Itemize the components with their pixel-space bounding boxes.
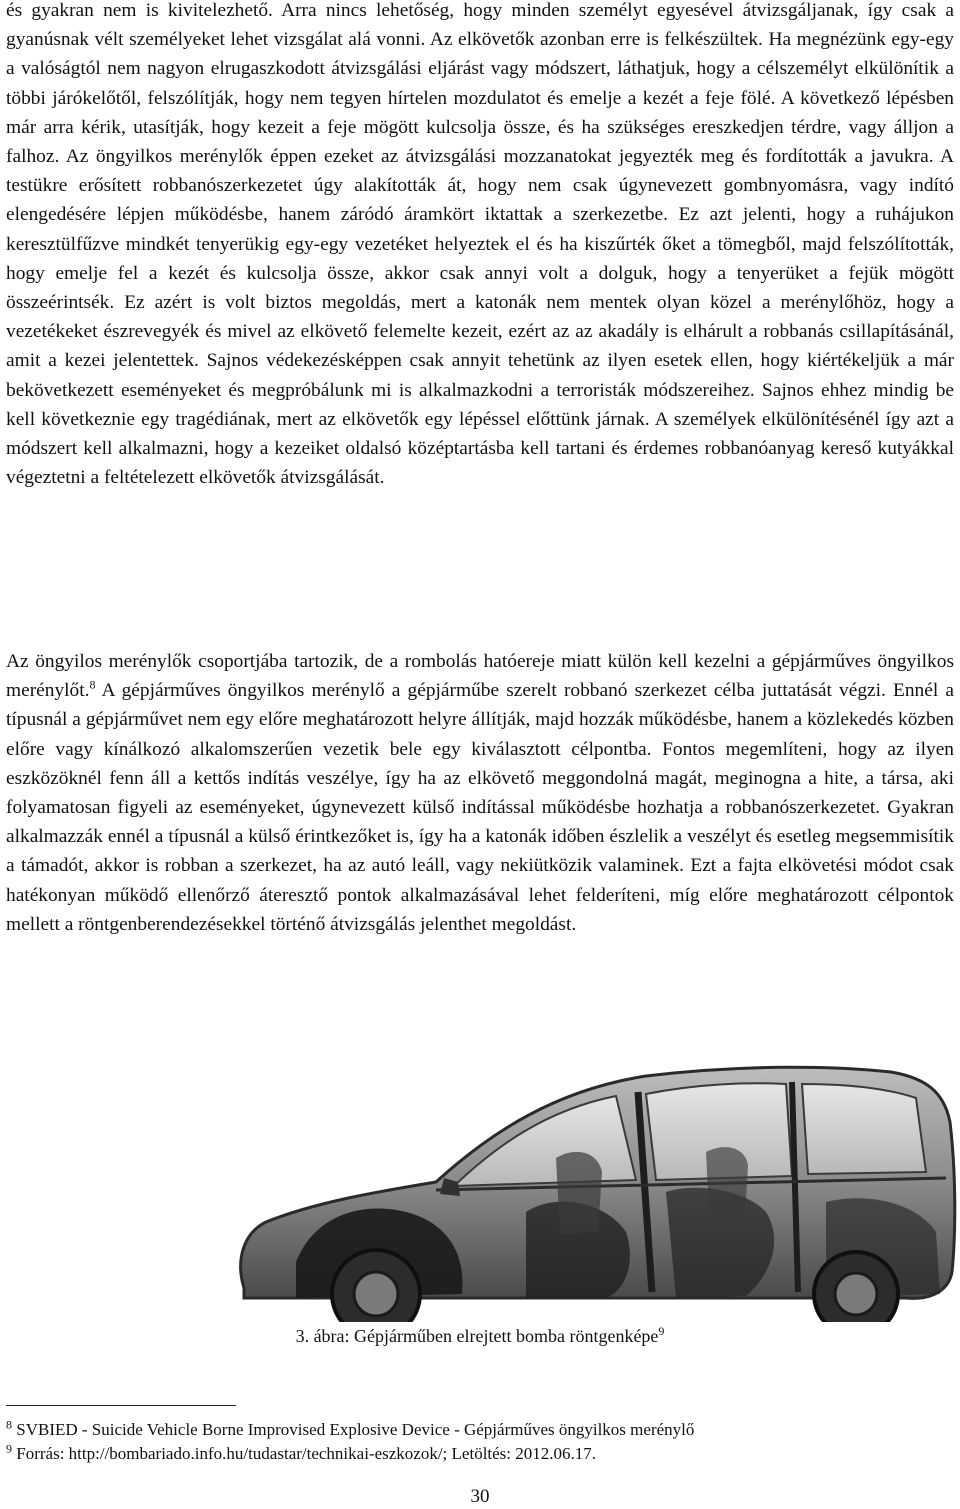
paragraph-2-text-b: A gépjárműves öngyilkos merénylő a gépjárműbe szerelt robbanó szerkezet célba juttatását végzi. Ennél a típusnál a gépjárművet nem egy előre meghatározott helyre állítják, majd hozzák működésbe, hanem a közlekedés közben előre vagy kínálkozó alkalomszerűen vezetik bele egy kiválasztott célpontba. Fontos megemlíteni, hogy az ilyen eszközöknél fenn áll a kettős indítás veszélye, így ha az elkövető meggondolná magát, meginogna a hite, a társa, aki folyamatosan figyeli az eseményeket, úgynevezett külső indítással működésbe hozhatja a robbanószerkezetet. Gyakran alkalmazzák ennél a típusnál a külső érintkezőket is, így ha a katonák időben észlelik a veszélyt és esetleg megsemmisítik a támadót, akkor is robban a szerkezet, ha az autó leáll, vagy nekiütközik valaminek. Ezt a fajta elkövetési módot csak hatékonyan működő ellenőrző áteresztő pontok alkalmazásával lehet felderíteni, míg előre meghatározott célpontok mellett a röntgenberendezésekkel történő átvizsgálás jelenthet megoldást. [6,680,954,935]
page-number: 30 [470,1486,490,1507]
figure-caption-text: 3. ábra: Gépjárműben elrejtett bomba röntgenképe [295,1326,659,1346]
footnote-ref-9[interactable]: 9 [658,1324,665,1338]
footnote-8 [6,1419,954,1441]
figure-caption [0,1324,960,1348]
footnote-separator [6,1405,236,1406]
car-xray-image [226,1062,960,1322]
footnote-number: 9 [6,1441,12,1456]
footnote-9 [6,1443,954,1465]
body-paragraph-2 [6,647,954,939]
footnote-text[interactable]: Forrás: http://bombariado.info.hu/tudastar/technikai-eszkozok/; Letöltés: 2012.06.17. [16,1444,597,1463]
footnote-ref-8[interactable]: 8 [89,677,96,692]
footnote-number: 8 [6,1417,12,1432]
footnote-text: SVBIED - Suicide Vehicle Borne Improvised Explosive Device - Gépjárműves öngyilkos merénylő [16,1420,695,1439]
paragraph-2-text-a: Az öngyilos merénylők csoportjába tartozik, de a rombolás hatóereje miatt külön kell kezelni a gépjárműves öngyilkos merénylőt. [6,651,954,702]
body-paragraph-1: és gyakran nem is kivitelezhető. Arra nincs lehetőség, hogy minden személyt egyesével átvizsgáljanak, így csak a gyanúsnak vélt személyeket lehet vizsgálat alá vonni. Az elkövetők azonban erre is felkészültek. Ha megnézünk egy-egy a valóságtól nem nagyon elrugaszkodott átvizsgálási eljárást vagy módszert, láthatjuk, hogy a célszemélyt elkülönítik a többi járókelőtől, felszólítják, hogy nem tegyen hírtelen mozdulatot és emelje a kezét a feje fölé. A következő lépésben már arra kérik, utasítják, hogy kezeit a feje mögött kulcsolja össze, és ha szükséges ereszkedjen térdre, vagy álljon a falhoz. Az öngyilkos merénylők éppen ezeket az átvizsgálási mozzanatokat jegyezték meg és fordították a javukra. A testükre erősített robbanószerkezetet úgy alakították át, hogy nem csak úgynevezett gombnyomásra, vagy indító elengedésére lépjen működésbe, hanem záródó áramkört iktattak a szerkezetbe. Ez azt jelenti, hogy a ruhájukon keresztülfűzve mindkét tenyerükig egy-egy vezetéket helyeztek el és ha kiszűrték őket a tömegből, majd felszólították, hogy emelje fel a kezét és kulcsolja össze, akkor csak annyi volt a dolguk, hogy a tenyerüket a fejük mögött összeérintsék. Ez azért is volt biztos megoldás, mert a katonák nem mentek olyan közel a merénylőhöz, hogy a vezetékeket észrevegyék és mivel az elkövető felemelte kezeit, ezért az az akadály is elhárult a robbanás csillapításánál, amit a kezei jelentettek. Sajnos védekezésképpen csak annyit tehetünk az ilyen esetek ellen, hogy kiértékeljük a már bekövetkezett eseményeket és megpróbálunk mi is alkalmazkodni a terroristák módszereihez. Sajnos ehhez mindig be kell következnie egy tragédiának, mert az elkövetők egy lépéssel előttünk járnak. A személyek elkülönítésénél így azt a módszert kell alkalmazni, hogy a kezeiket oldalsó középtartásba kell tartani és érdemes robbanóanyag kereső kutyákkal végeztetni a feltételezett elkövetők átvizsgálását. [6,0,954,489]
